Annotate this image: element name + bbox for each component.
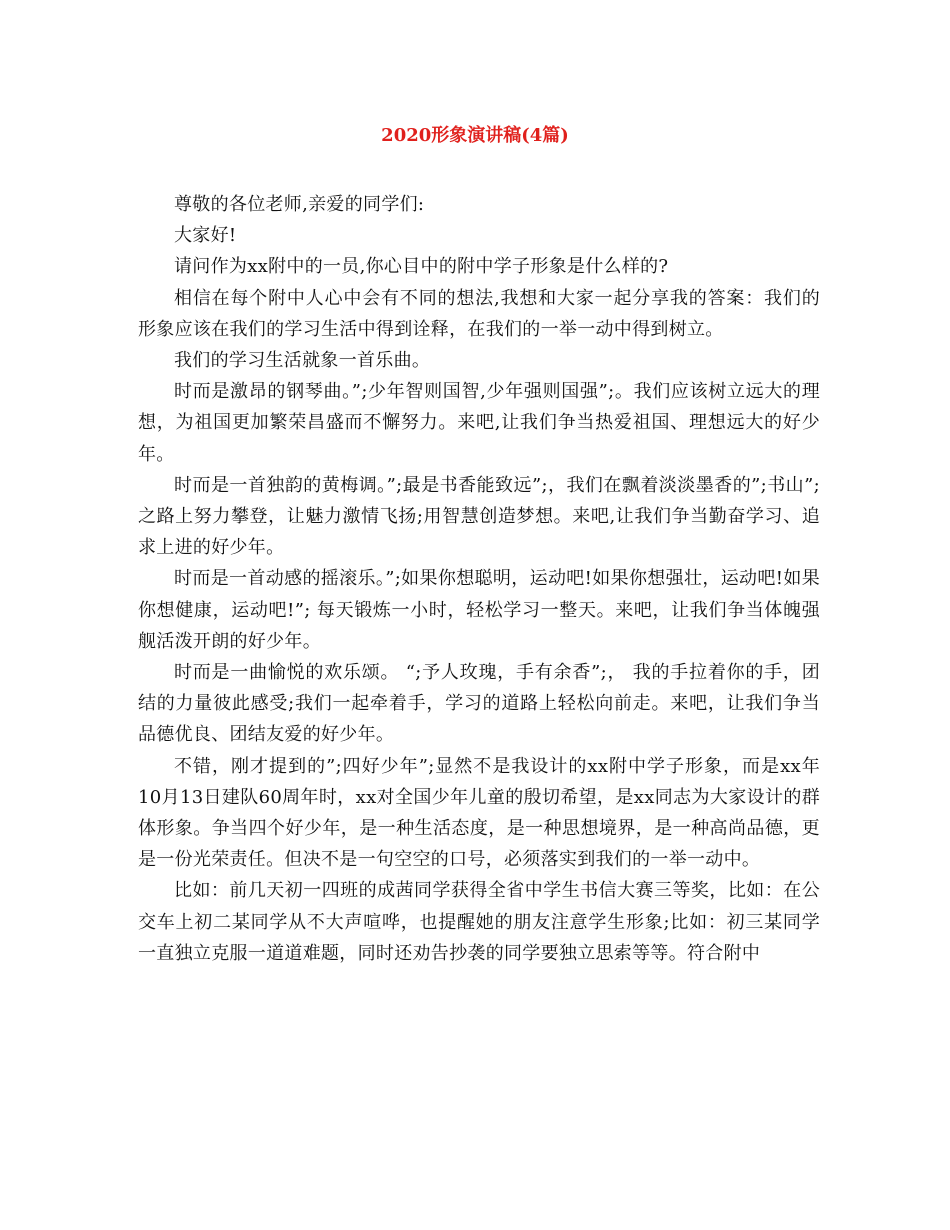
document-title: 2020形象演讲稿(4篇) — [381, 125, 569, 146]
paragraph-examples: 比如：前几天初一四班的成茜同学获得全省中学生书信大赛三等奖，比如：在公交车上初二某同学从不大声喧哗，也提醒她的朋友注意学生形象;比如：初三某同学一直独立克服一道道难题，同时还劝告抄袭的同学要独立思索等等。符合附中 — [138, 880, 820, 964]
paragraph-joy: 时而是一曲愉悦的欢乐颂。 “;予人玫瑰，手有余香”;， 我的手拉着你的手，团结的力量彼此感受;我们一起牵着手，学习的道路上轻松向前走。来吧，让我们争当品德优良、团结友爱的好少年。 — [138, 662, 820, 746]
paragraph-music-metaphor: 我们的学习生活就象一首乐曲。 — [174, 350, 431, 372]
paragraph-answer-intro: 相信在每个附中人心中会有不同的想法,我想和大家一起分享我的答案：我们的形象应该在我们的学习生活中得到诠释，在我们的一举一动中得到树立。 — [138, 287, 820, 340]
paragraph-huangmei: 时而是一首独韵的黄梅调。”;最是书香能致远”;，我们在飘着淡淡墨香的”;书山”;之路上努力攀登，让魅力激情飞扬;用智慧创造梦想。来吧,让我们争当勤奋学习、追求上进的好少年。 — [138, 474, 820, 559]
paragraph-four-good: 不错，刚才提到的”;四好少年”;显然不是我设计的xx附中学子形象，而是xx年10月13日建队60周年时，xx对全国少年儿童的殷切希望，是xx同志为大家设计的群体形象。争当四个好少年，是一种生活态度，是一种思想境界，是一种高尚品德，更是一份光荣责任。但决不是一句空空的口号，必须落实到我们的一举一动中。 — [138, 755, 820, 871]
paragraph-question: 请问作为xx附中的一员,你心目中的附中学子形象是什么样的? — [174, 256, 669, 278]
paragraph-hello: 大家好! — [174, 225, 237, 247]
paragraph-rock: 时而是一首动感的摇滚乐。”;如果你想聪明，运动吧!如果你想强壮，运动吧!如果你想健康，运动吧!”; 每天锻炼一小时，轻松学习一整天。来吧，让我们争当体魄强舰活泼开朗的好少年。 — [138, 568, 820, 652]
document-body — [138, 189, 820, 969]
paragraph-greeting: 尊敬的各位老师,亲爱的同学们: — [174, 194, 425, 215]
paragraph-piano: 时而是激昂的钢琴曲。”;少年智则国智,少年强则国强”;。我们应该树立远大的理想，为祖国更加繁荣昌盛而不懈努力。来吧,让我们争当热爱祖国、理想远大的好少年。 — [138, 381, 820, 465]
